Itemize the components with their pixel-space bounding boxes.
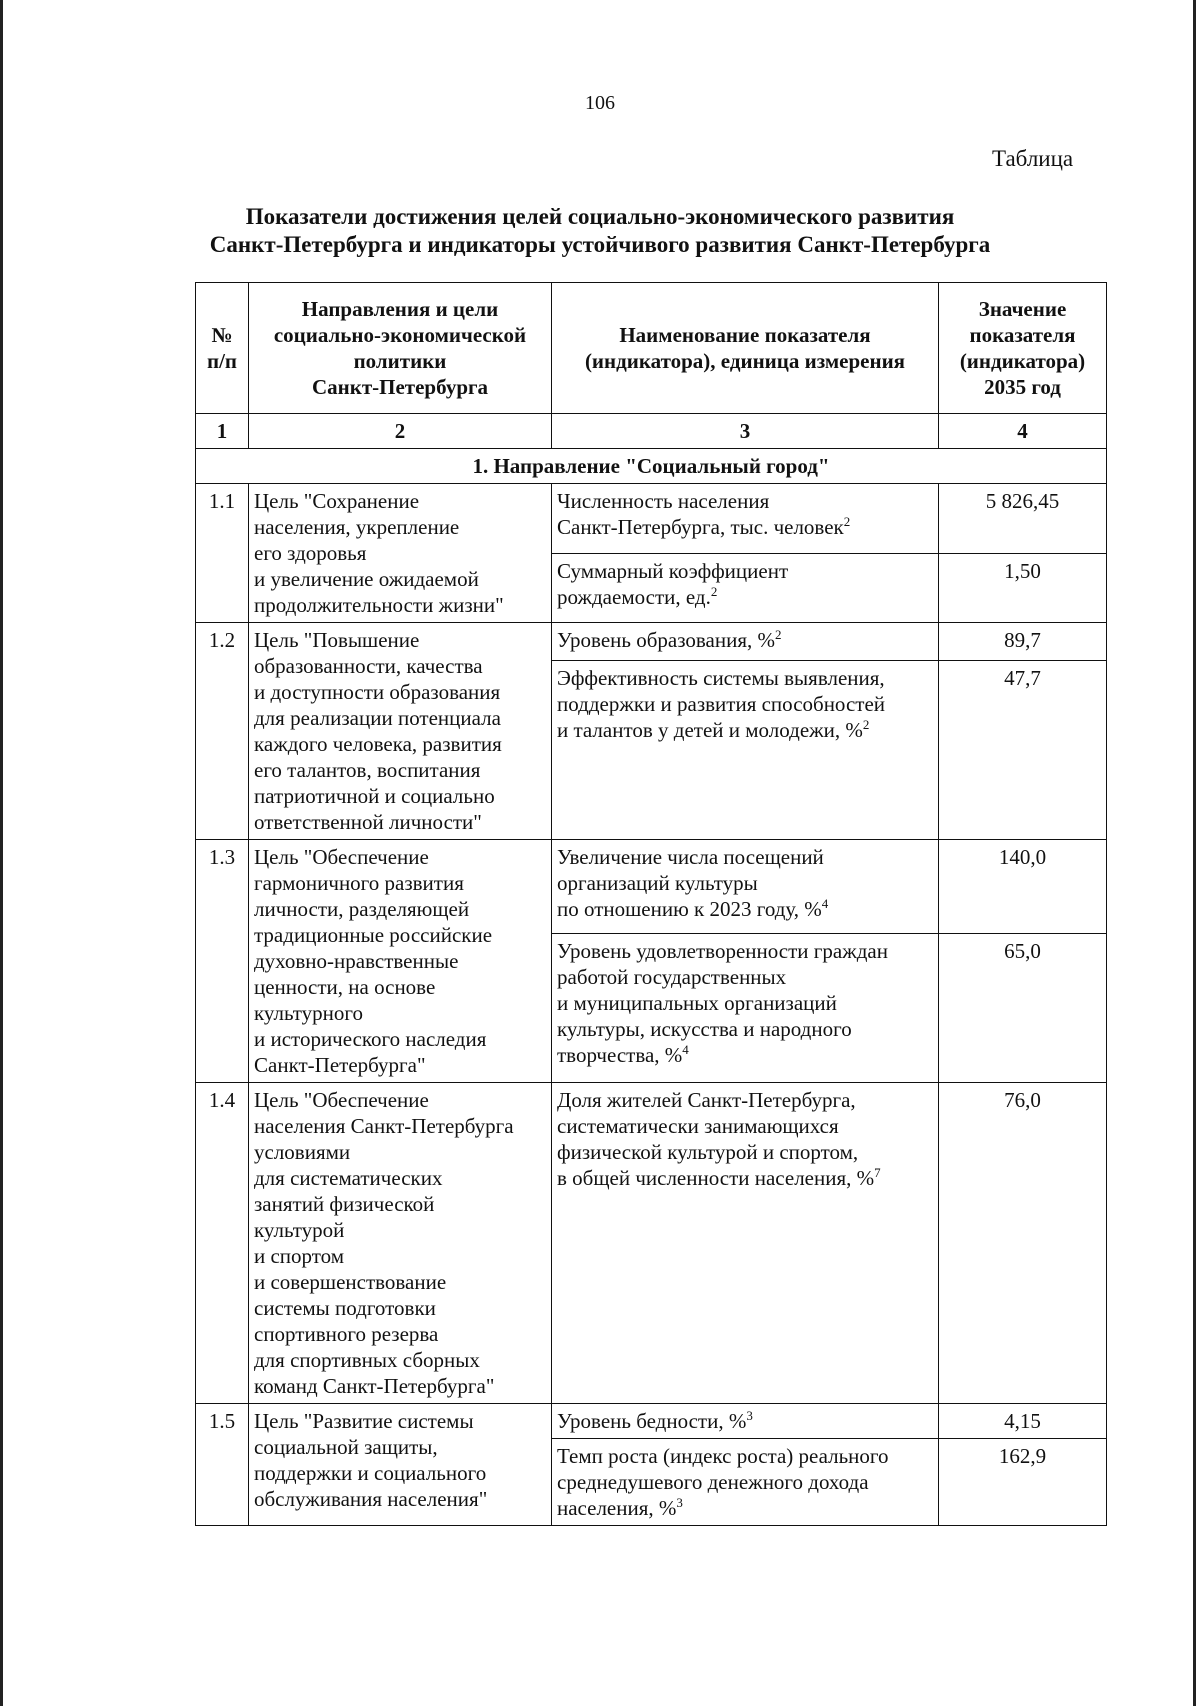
table-row	[196, 840, 1107, 934]
indicator-cell	[552, 623, 939, 661]
goal-text: Цель "Повышение образованности, качества и доступности образования для реализации потенциала каждого человека, развития его талантов, воспитания патриотичной и социально ответственной личности"	[249, 623, 552, 840]
footnote-reference: 3	[746, 1408, 753, 1423]
indicator-name: Эффективность системы выявления, поддержки и развития способностей и талантов у детей и молодежи, %	[557, 666, 886, 742]
footnote-reference: 2	[843, 514, 851, 529]
indicator-name: Уровень образования, %	[557, 628, 775, 652]
footnote-reference: 2	[710, 583, 718, 599]
row-number: 1.5	[196, 1404, 249, 1526]
scan-edge-left	[0, 0, 3, 1706]
table-row	[196, 1083, 1107, 1404]
indicator-name: Увеличение числа посещений организаций культуры по отношению к 2023 году, %	[557, 845, 824, 921]
page-number: 106	[585, 92, 615, 114]
table-label: Таблица	[992, 146, 1074, 171]
footnote-reference: 4	[821, 896, 829, 911]
table-row	[196, 623, 1107, 661]
document-title	[180, 203, 1020, 259]
table-row	[196, 484, 1107, 554]
table-row	[196, 1404, 1107, 1439]
indicator-name: Численность населения Санкт-Петербурга, тыс. человек	[557, 489, 844, 539]
row-number: 1.4	[196, 1083, 249, 1404]
column-number: 3	[552, 414, 939, 449]
indicator-value: 5 826,45	[939, 484, 1107, 554]
footnote-reference: 4	[682, 1042, 689, 1057]
indicator-cell	[552, 1439, 939, 1526]
header-value: Значение показателя (индикатора) 2035 год	[939, 283, 1107, 414]
goal-text: Цель "Обеспечение гармоничного развития личности, разделяющей традиционные российские духовно-нравственные ценности, на основе культурного и исторического наследия Санкт-Петербурга"	[249, 840, 552, 1083]
indicator-value: 140,0	[939, 840, 1107, 934]
title-line-2: Санкт-Петербурга и индикаторы устойчивого развития Санкт-Петербурга	[209, 232, 991, 257]
footnote-reference: 3	[676, 1495, 683, 1510]
footnote-reference: 2	[774, 627, 782, 642]
indicator-name: Уровень бедности, %	[557, 1409, 747, 1433]
indicator-cell	[552, 661, 939, 840]
indicator-cell	[552, 1083, 939, 1404]
header-indicator: Наименование показателя (индикатора), единица измерения	[552, 283, 939, 414]
indicator-value: 47,7	[939, 661, 1107, 840]
indicator-value: 65,0	[939, 934, 1107, 1083]
header-row	[196, 283, 1107, 414]
indicator-cell	[552, 934, 939, 1083]
title-line-1: Показатели достижения целей социально-экономического развития	[245, 204, 955, 229]
indicator-name: Доля жителей Санкт-Петербурга, систематически занимающихся физической культурой и спортом, в общей численности населения, %	[557, 1088, 875, 1190]
indicator-cell	[552, 1404, 939, 1439]
row-number: 1.3	[196, 840, 249, 1083]
footnote-reference: 7	[874, 1165, 881, 1180]
indicator-name: Темп роста (индекс роста) реального среднедушевого денежного дохода населения, %	[557, 1444, 889, 1520]
column-numbers-row	[196, 414, 1107, 449]
indicator-value: 1,50	[939, 553, 1107, 623]
indicator-cell	[552, 484, 939, 554]
indicator-value: 162,9	[939, 1439, 1107, 1526]
indicator-value: 76,0	[939, 1083, 1107, 1404]
footnote-reference: 2	[862, 717, 870, 732]
scan-edge-right	[1193, 0, 1196, 1706]
direction-row	[196, 449, 1107, 484]
direction-heading: 1. Направление "Социальный город"	[196, 449, 1107, 484]
indicator-value: 4,15	[939, 1404, 1107, 1439]
header-goals: Направления и цели социально-экономической политики Санкт-Петербурга	[249, 283, 552, 414]
goal-text: Цель "Развитие системы социальной защиты, поддержки и социального обслуживания населения"	[249, 1404, 552, 1526]
indicators-table	[195, 282, 1107, 1526]
column-number: 1	[196, 414, 249, 449]
indicator-cell	[552, 840, 939, 934]
indicator-cell	[552, 553, 939, 623]
goal-text: Цель "Обеспечение населения Санкт-Петербурга условиями для систематических занятий физической культурой и спортом и совершенствование системы подготовки спортивного резерва для спортивных сборных команд Санкт-Петербурга"	[249, 1083, 552, 1404]
goal-text: Цель "Сохранение населения, укрепление его здоровья и увеличение ожидаемой продолжительности жизни"	[249, 484, 552, 623]
indicator-value: 89,7	[939, 623, 1107, 661]
indicator-name: Уровень удовлетворенности граждан работой государственных и муниципальных организаций культуры, искусства и народного творчества, %	[557, 939, 888, 1067]
row-number: 1.1	[196, 484, 249, 623]
column-number: 4	[939, 414, 1107, 449]
row-number: 1.2	[196, 623, 249, 840]
indicator-name: Суммарный коэффициент рождаемости, ед.	[557, 558, 789, 609]
header-number: № п/п	[196, 283, 249, 414]
column-number: 2	[249, 414, 552, 449]
